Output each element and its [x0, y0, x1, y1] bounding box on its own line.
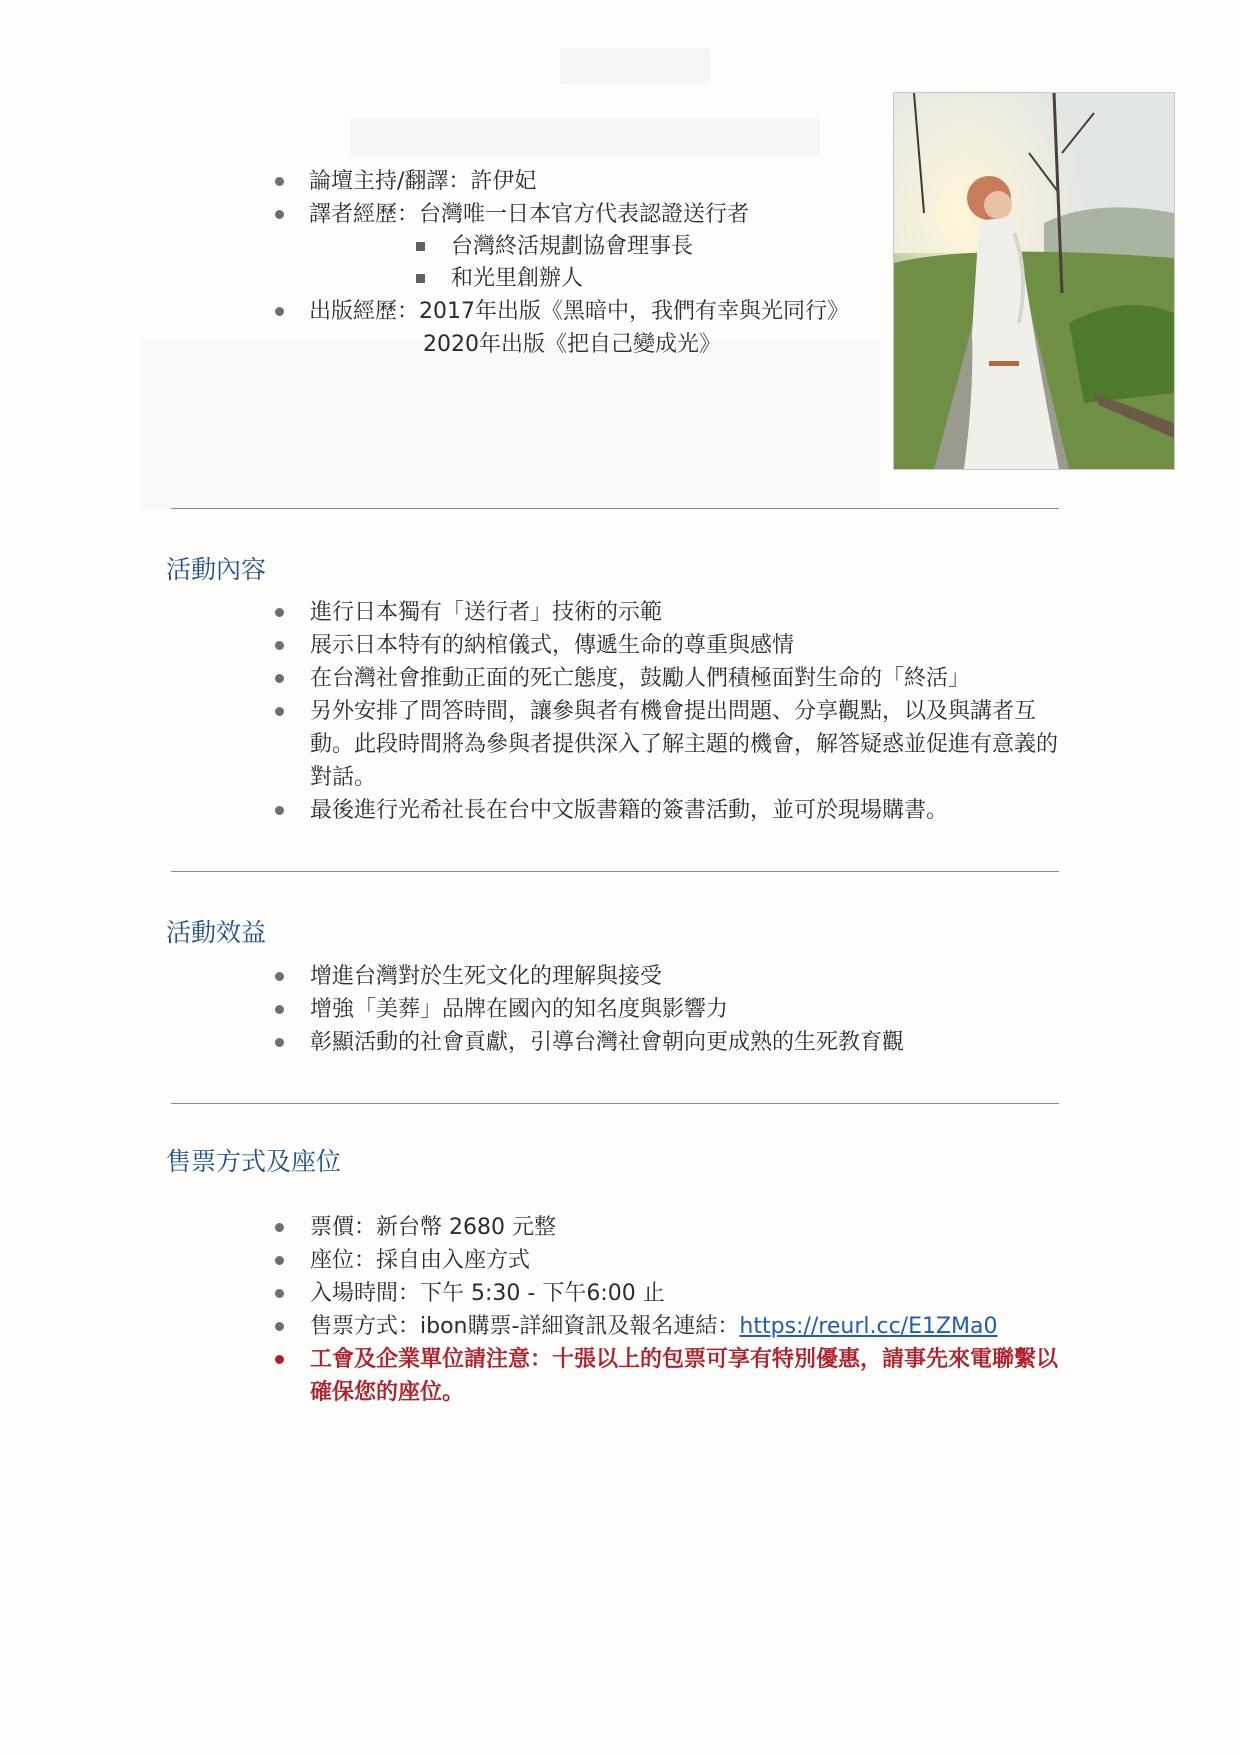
bleed-through-block: [140, 340, 880, 510]
ticket-price: 票價：新台幣 2680 元整: [310, 1215, 556, 1240]
bullet: [275, 806, 284, 815]
section-title-tickets: 售票方式及座位: [166, 1147, 342, 1176]
publication-line-2: 2020年出版《把自己變成光》: [423, 332, 721, 357]
translator-experience-line: 譯者經歷：台灣唯一日本官方代表認證送行者: [309, 202, 750, 227]
bullet: [275, 1289, 284, 1298]
bullet: [275, 1223, 284, 1232]
benefit-item: 增強「美葬」品牌在國內的知名度與影響力: [310, 997, 729, 1022]
section-title-content: 活動內容: [166, 555, 267, 584]
bullet: [275, 307, 284, 316]
registration-link[interactable]: https://reurl.cc/E1ZMa0: [739, 1314, 998, 1339]
bullet: [275, 177, 284, 186]
ticket-method: [310, 1310, 1070, 1343]
publication-line-1: 出版經歷：2017年出版《黑暗中，我們有幸與光同行》: [309, 299, 849, 324]
bullet: [275, 1256, 284, 1265]
ticket-seating: 座位：採自由入座方式: [310, 1248, 531, 1273]
content-item: 進行日本獨有「送行者」技術的示範: [310, 600, 663, 625]
benefit-item: 增進台灣對於生死文化的理解與接受: [310, 964, 663, 989]
square-bullet: [416, 242, 425, 251]
bullet: [275, 972, 284, 981]
bullet: [275, 1038, 284, 1047]
content-item: 展示日本特有的納棺儀式，傳遞生命的尊重與感情: [310, 633, 795, 658]
benefit-item: 彰顯活動的社會貢獻，引導台灣社會朝向更成熟的生死教育觀: [310, 1030, 905, 1055]
role-item: 台灣終活規劃協會理事長: [451, 234, 694, 259]
bleed-through-title: [350, 118, 820, 156]
square-bullet: [416, 274, 425, 283]
content-item: 在台灣社會推動正面的死亡態度，鼓勵人們積極面對生命的「終活」: [310, 666, 971, 691]
bullet: [275, 1005, 284, 1014]
portrait-photo-illustration: [894, 93, 1174, 469]
content-item: 最後進行光希社長在台中文版書籍的簽書活動，並可於現場購書。: [310, 798, 949, 823]
section-divider: [171, 1103, 1059, 1104]
bullet: [275, 1355, 284, 1364]
portrait-photo: [893, 92, 1175, 470]
section-title-benefits: 活動效益: [166, 918, 267, 947]
section-divider: [171, 508, 1059, 509]
content-item: 另外安排了問答時間，讓參與者有機會提出問題、分享觀點，以及與講者互動。此段時間將為參與者提供深入了解主題的機會，解答疑惑並促進有意義的對話。: [310, 699, 1059, 790]
bullet: [275, 1322, 284, 1331]
bullet: [275, 210, 284, 219]
bullet: [275, 707, 284, 716]
ticket-entry-time: 入場時間：下午 5:30 - 下午6:00 止: [310, 1281, 665, 1306]
group-booking-notice: 工會及企業單位請注意：十張以上的包票可享有特別優惠，請事先來電聯繫以確保您的座位。: [310, 1347, 1059, 1405]
bullet: [275, 641, 284, 650]
bullet: [275, 674, 284, 683]
ticket-method-label: 售票方式：ibon購票-詳細資訊及報名連結：: [310, 1314, 740, 1339]
bleed-through-header: [560, 48, 710, 84]
host-translator-line: 論壇主持/翻譯：許伊妃: [309, 169, 537, 194]
section-divider: [171, 871, 1059, 872]
bullet: [275, 608, 284, 617]
role-item: 和光里創辦人: [451, 266, 584, 291]
